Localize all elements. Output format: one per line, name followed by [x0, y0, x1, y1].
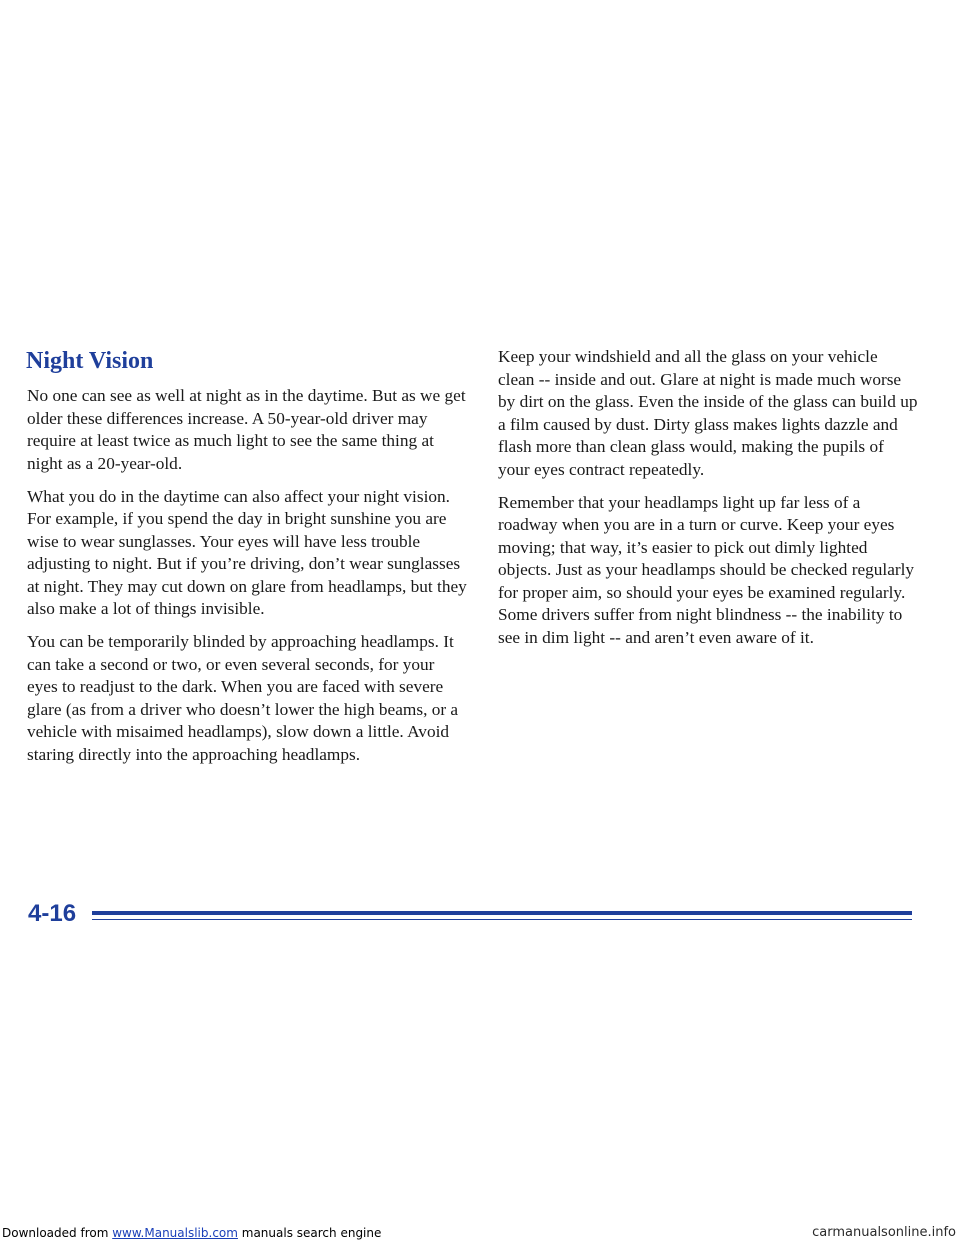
right-column	[498, 346, 918, 660]
paragraph: Remember that your headlamps light up far less of a roadway when you are in a turn or curve. Keep your eyes moving; that way, it’s easier to pick out dimly lighted objects. Just as your headlamps should be checked regularly for proper aim, so should your eyes be examined regularly. Some drivers suffer from night blindness -- the inability to see in dim light -- and aren’t even aware of it.	[498, 492, 915, 647]
paragraph: What you do in the daytime can also affect your night vision. For example, if you spend the day in bright sunshine you are wise to wear sunglasses. Your eyes will have less trouble adjusting to night. But if you’re driving, don’t wear sunglasses at night. They may cut down on glare from headlamps, but they also make a lot of things invisible.	[27, 486, 467, 619]
paragraph: You can be temporarily blinded by approaching headlamps. It can take a second or two, or even several seconds, for your eyes to readjust to the dark. When you are faced with severe glare (as from a driver who doesn’t lower the high beams, or a vehicle with misaimed headlamps), slow down a little. Avoid staring directly into the approaching headlamps.	[27, 632, 459, 764]
manualslib-link[interactable]: www.Manualslib.com	[112, 1226, 238, 1240]
footer-rule-thin	[92, 919, 912, 920]
footer-rule-thick	[92, 911, 912, 915]
watermark-text: carmanualsonline.info	[812, 1225, 956, 1240]
footer-prefix: Downloaded from	[2, 1226, 113, 1240]
download-footer	[0, 1224, 960, 1242]
page-number: 4-16	[28, 900, 77, 927]
section-heading: Night Vision	[26, 348, 154, 374]
left-column	[27, 385, 467, 777]
footer-source	[2, 1224, 381, 1242]
paragraph: Keep your windshield and all the glass on your vehicle clean -- inside and out. Glare at night is made much worse by dirt on the glass. Even the inside of the glass can build up a film caused by dust. Dirty glass makes lights dazzle and flash more than clean glass would, making the pupils of your eyes contract repeatedly.	[498, 347, 918, 479]
footer-suffix: manuals search engine	[237, 1226, 382, 1240]
paragraph: No one can see as well at night as in the daytime. But as we get older these differences increase. A 50-year-old driver may require at least twice as much light to see the same thing at night as a 20-year-old.	[27, 386, 466, 473]
